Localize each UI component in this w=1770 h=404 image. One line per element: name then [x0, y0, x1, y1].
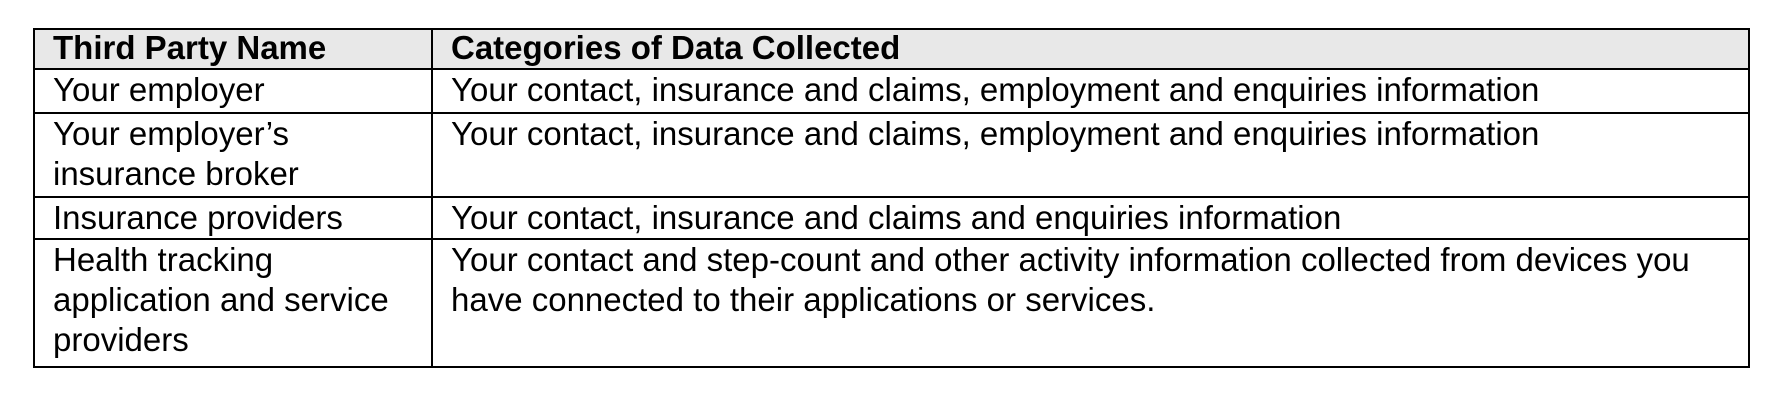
data-categories-cell: Your contact, insurance and claims, employment and enquiries information	[432, 69, 1749, 113]
third-party-name-cell: Insurance providers	[34, 197, 432, 239]
table-header-row	[34, 29, 1749, 69]
third-party-data-table	[33, 28, 1750, 368]
header-categories-of-data: Categories of Data Collected	[432, 29, 1749, 69]
third-party-name-cell: Your employer	[34, 69, 432, 113]
table-row	[34, 69, 1749, 113]
table-row	[34, 239, 1749, 367]
header-third-party-name: Third Party Name	[34, 29, 432, 69]
data-categories-cell: Your contact, insurance and claims and enquiries information	[432, 197, 1749, 239]
data-categories-cell: Your contact and step-count and other activity information collected from devices you have connected to their applications or services.	[432, 239, 1749, 367]
table-row	[34, 113, 1749, 197]
third-party-name-cell: Your employer’s insurance broker	[34, 113, 432, 197]
third-party-name-cell: Health tracking application and service providers	[34, 239, 432, 367]
table-row	[34, 197, 1749, 239]
data-categories-cell: Your contact, insurance and claims, employment and enquiries information	[432, 113, 1749, 197]
